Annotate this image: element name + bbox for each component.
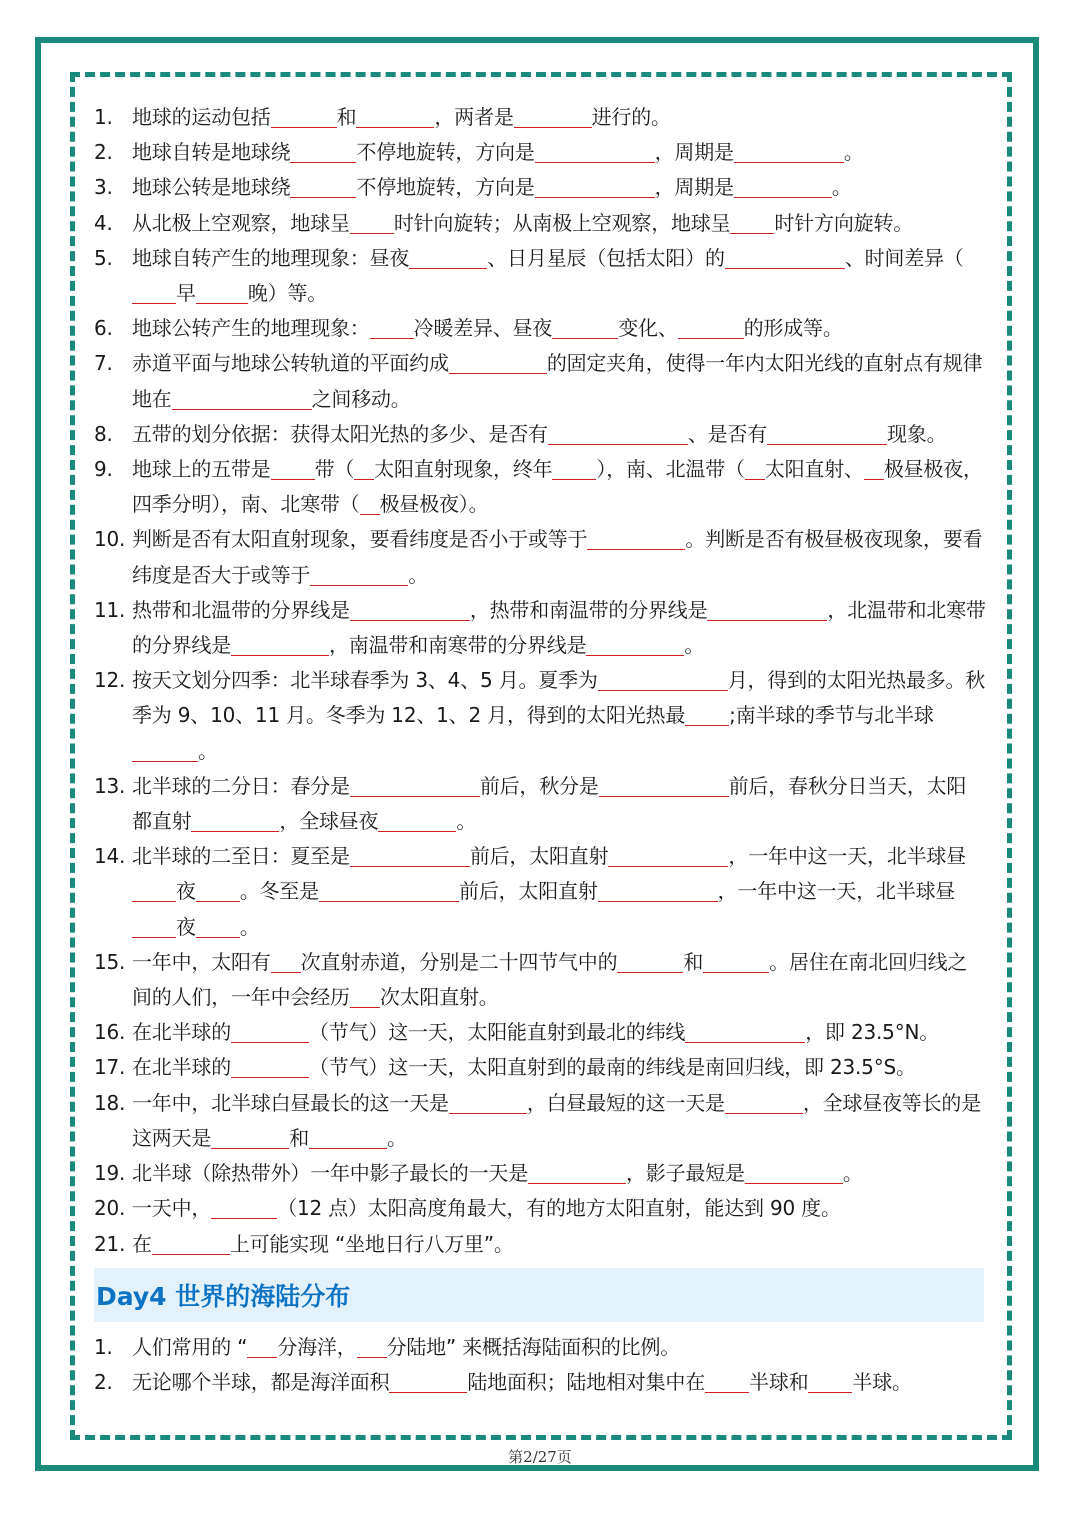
question-text: 地球的运动包括 和 ，两者是 进行的。 — [132, 105, 671, 129]
question-13 — [94, 769, 986, 839]
question-text: 一年中，太阳有 次直射赤道，分别是二十四节气中的 和 。居住在南北回归线之间的人们，一年中会经历 次太阳直射。 — [132, 949, 968, 1010]
answer-blank[interactable] — [132, 879, 176, 902]
question-number: 6. — [94, 316, 113, 341]
answer-blank[interactable] — [132, 739, 198, 762]
question-number: 20. — [94, 1196, 126, 1221]
answer-blank[interactable] — [552, 316, 618, 339]
question-4 — [94, 206, 986, 241]
question-text: 北半球的二至日：夏至是 前后，太阳直射 ，一年中这一天，北半球昼夜 。冬至是 前后，太阳直射 ，一年中这一天，北半球昼夜 。 — [132, 844, 967, 939]
answer-blank[interactable] — [211, 1126, 289, 1149]
answer-blank[interactable] — [725, 1091, 803, 1114]
answer-blank[interactable] — [196, 879, 240, 902]
question-number: 2. — [94, 1369, 113, 1394]
answer-blank[interactable] — [350, 774, 480, 797]
answer-blank[interactable] — [360, 492, 380, 515]
answer-blank[interactable] — [196, 915, 240, 938]
question-text: 判断是否有太阳直射现象，要看纬度是否小于或等于 。判断是否有极昼极夜现象，要看纬度是否大于或等于 。 — [132, 527, 983, 587]
answer-blank[interactable] — [350, 844, 470, 867]
question-text: 按天文划分四季：北半球春季为 3、4、5 月。夏季为 月，得到的太阳光热最多。秋季为 9、10、11 月。冬季为 12、1、2 月，得到的太阳光热最 ;南半球的季节与北半球。 — [132, 668, 986, 763]
answer-blank[interactable] — [678, 316, 744, 339]
answer-blank[interactable] — [449, 1091, 527, 1114]
answer-blank[interactable] — [745, 1161, 843, 1184]
answer-blank[interactable] — [350, 985, 380, 1008]
question-number: 1. — [94, 105, 113, 129]
answer-blank[interactable] — [449, 351, 547, 374]
answer-blank[interactable] — [734, 175, 832, 198]
question-number: 13. — [94, 773, 126, 798]
question-21 — [94, 1227, 986, 1262]
answer-blank[interactable] — [290, 175, 356, 198]
answer-blank[interactable] — [599, 774, 729, 797]
answer-blank[interactable] — [231, 1055, 309, 1078]
question-3 — [94, 170, 986, 205]
question-text: 五带的划分依据：获得太阳光热的多少、是否有 、是否有 现象。 — [132, 421, 947, 446]
answer-blank[interactable] — [548, 422, 688, 445]
question-number: 16. — [94, 1020, 126, 1045]
answer-blank[interactable] — [310, 563, 408, 586]
answer-blank[interactable] — [196, 281, 248, 304]
answer-blank[interactable] — [598, 668, 728, 691]
question-6 — [94, 311, 986, 346]
answer-blank[interactable] — [767, 422, 887, 445]
question-number: 5. — [94, 245, 113, 270]
question-number: 11. — [94, 597, 126, 622]
answer-blank[interactable] — [309, 1126, 387, 1149]
question-text: 地球自转产生的地理现象：昼夜 、日月星辰（包括太阳）的 、时间差异（早 晚）等。 — [132, 245, 964, 306]
question-number: 19. — [94, 1161, 126, 1186]
day4-question-1 — [94, 1330, 986, 1365]
question-text: 在北半球的 （节气）这一天，太阳直射到的最南的纬线是南回归线，即 23.5°S。 — [132, 1055, 916, 1080]
question-text: 地球公转产生的地理现象： 冷暖差异、昼夜 变化、 的形成等。 — [132, 316, 843, 341]
answer-blank[interactable] — [211, 1196, 277, 1219]
question-text: 在北半球的 （节气）这一天，太阳能直射到最北的纬线 ，即 23.5°N。 — [132, 1020, 940, 1045]
answer-blank[interactable] — [247, 1335, 277, 1358]
question-number: 12. — [94, 668, 126, 693]
answer-blank[interactable] — [685, 703, 729, 726]
answer-blank[interactable] — [271, 457, 315, 480]
question-number: 17. — [94, 1055, 126, 1080]
answer-blank[interactable] — [808, 1370, 852, 1393]
day4-question-2 — [94, 1365, 986, 1400]
answer-blank[interactable] — [685, 1020, 805, 1043]
question-8 — [94, 417, 986, 452]
answer-blank[interactable] — [290, 140, 356, 163]
answer-blank[interactable] — [586, 633, 684, 656]
question-number: 2. — [94, 140, 113, 165]
answer-blank[interactable] — [231, 1020, 309, 1043]
question-number: 21. — [94, 1231, 126, 1256]
question-5 — [94, 241, 986, 311]
question-text: 地球自转是地球绕 不停地旋转，方向是 ，周期是 。 — [132, 140, 864, 165]
question-text: 北半球的二分日：春分是 前后，秋分是 前后，春秋分日当天，太阳都直射 ，全球昼夜 。 — [132, 773, 967, 834]
answer-blank[interactable] — [528, 1161, 626, 1184]
answer-blank[interactable] — [319, 879, 459, 902]
answer-blank[interactable] — [271, 105, 337, 128]
answer-blank[interactable] — [152, 1232, 230, 1255]
question-text: 一天中， （12 点）太阳高度角最大，有的地方太阳直射，能达到 90 度。 — [132, 1196, 841, 1221]
question-7 — [94, 346, 986, 416]
question-20 — [94, 1191, 986, 1226]
question-number: 10. — [94, 527, 126, 552]
question-18 — [94, 1086, 986, 1156]
question-19 — [94, 1156, 986, 1191]
answer-blank[interactable] — [535, 140, 655, 163]
answer-blank[interactable] — [191, 809, 279, 832]
answer-blank[interactable] — [703, 950, 769, 973]
question-number: 7. — [94, 351, 113, 376]
question-text: 北半球（除热带外）一年中影子最长的一天是 ，影子最短是 。 — [132, 1161, 863, 1186]
question-2 — [94, 135, 986, 170]
answer-blank[interactable] — [707, 598, 827, 621]
answer-blank[interactable] — [730, 211, 774, 234]
question-number: 4. — [94, 210, 113, 235]
answer-blank[interactable] — [725, 246, 845, 269]
question-number: 18. — [94, 1090, 126, 1115]
answer-blank[interactable] — [552, 457, 596, 480]
question-number: 1. — [94, 1334, 113, 1359]
answer-blank[interactable] — [745, 457, 765, 480]
answer-blank[interactable] — [608, 844, 728, 867]
question-text: 在 上可能实现 “坐地日行八万里”。 — [132, 1231, 514, 1256]
answer-blank[interactable] — [617, 950, 683, 973]
answer-blank[interactable] — [132, 281, 176, 304]
question-1 — [94, 100, 986, 135]
question-10 — [94, 522, 986, 592]
question-12 — [94, 663, 986, 769]
answer-blank[interactable] — [864, 457, 884, 480]
question-text: 从北极上空观察，地球呈 时针向旋转；从南极上空观察，地球呈 时针方向旋转。 — [132, 210, 914, 235]
answer-blank[interactable] — [514, 105, 592, 128]
answer-blank[interactable] — [378, 809, 456, 832]
question-number: 15. — [94, 949, 126, 974]
question-9 — [94, 452, 986, 522]
question-15 — [94, 945, 986, 1015]
question-number: 9. — [94, 457, 113, 482]
question-text: 一年中，北半球白昼最长的这一天是 ，白昼最短的这一天是 ，全球昼夜等长的是这两天是 和 。 — [132, 1090, 982, 1150]
worksheet-content — [94, 100, 986, 1400]
question-text: 地球公转是地球绕 不停地旋转，方向是 ，周期是 。 — [132, 175, 852, 200]
answer-blank[interactable] — [598, 879, 718, 902]
question-11 — [94, 593, 986, 663]
question-number: 8. — [94, 421, 113, 446]
answer-blank[interactable] — [354, 457, 374, 480]
question-14 — [94, 839, 986, 945]
answer-blank[interactable] — [389, 1370, 467, 1393]
answer-blank[interactable] — [357, 1335, 387, 1358]
question-text: 赤道平面与地球公转轨道的平面约成 的固定夹角，使得一年内太阳光线的直射点有规律地在 之间移动。 — [132, 351, 983, 411]
answer-blank[interactable] — [356, 105, 434, 128]
answer-blank[interactable] — [409, 246, 487, 269]
answer-blank[interactable] — [705, 1370, 749, 1393]
answer-blank[interactable] — [350, 598, 470, 621]
answer-blank[interactable] — [587, 527, 685, 550]
answer-blank[interactable] — [350, 211, 394, 234]
answer-blank[interactable] — [734, 140, 844, 163]
answer-blank[interactable] — [370, 316, 414, 339]
question-number: 3. — [94, 175, 113, 200]
question-text: 地球上的五带是 带（ 太阳直射现象，终年 ），南、北温带（ 太阳直射、 极昼极夜，四季分明），南、北寒带（ 极昼极夜）。 — [132, 457, 983, 517]
page-number: 第2/27页 — [508, 1448, 572, 1466]
question-text: 人们常用的 “ 分海洋， 分陆地” 来概括海陆面积的比例。 — [132, 1334, 681, 1359]
question-text: 热带和北温带的分界线是 ，热带和南温带的分界线是 ，北温带和北寒带的分界线是 ，南温带和南寒带的分界线是 。 — [132, 597, 986, 658]
question-text: 无论哪个半球，都是海洋面积 陆地面积；陆地相对集中在 半球和 半球。 — [132, 1369, 912, 1394]
answer-blank[interactable] — [132, 915, 176, 938]
answer-blank[interactable] — [535, 175, 655, 198]
question-17 — [94, 1050, 986, 1085]
question-16 — [94, 1015, 986, 1050]
answer-blank[interactable] — [231, 633, 329, 656]
answer-blank[interactable] — [172, 387, 312, 410]
question-number: 14. — [94, 844, 126, 869]
answer-blank[interactable] — [271, 950, 301, 973]
section-heading-day4: Day4 世界的海陆分布 — [94, 1268, 984, 1322]
